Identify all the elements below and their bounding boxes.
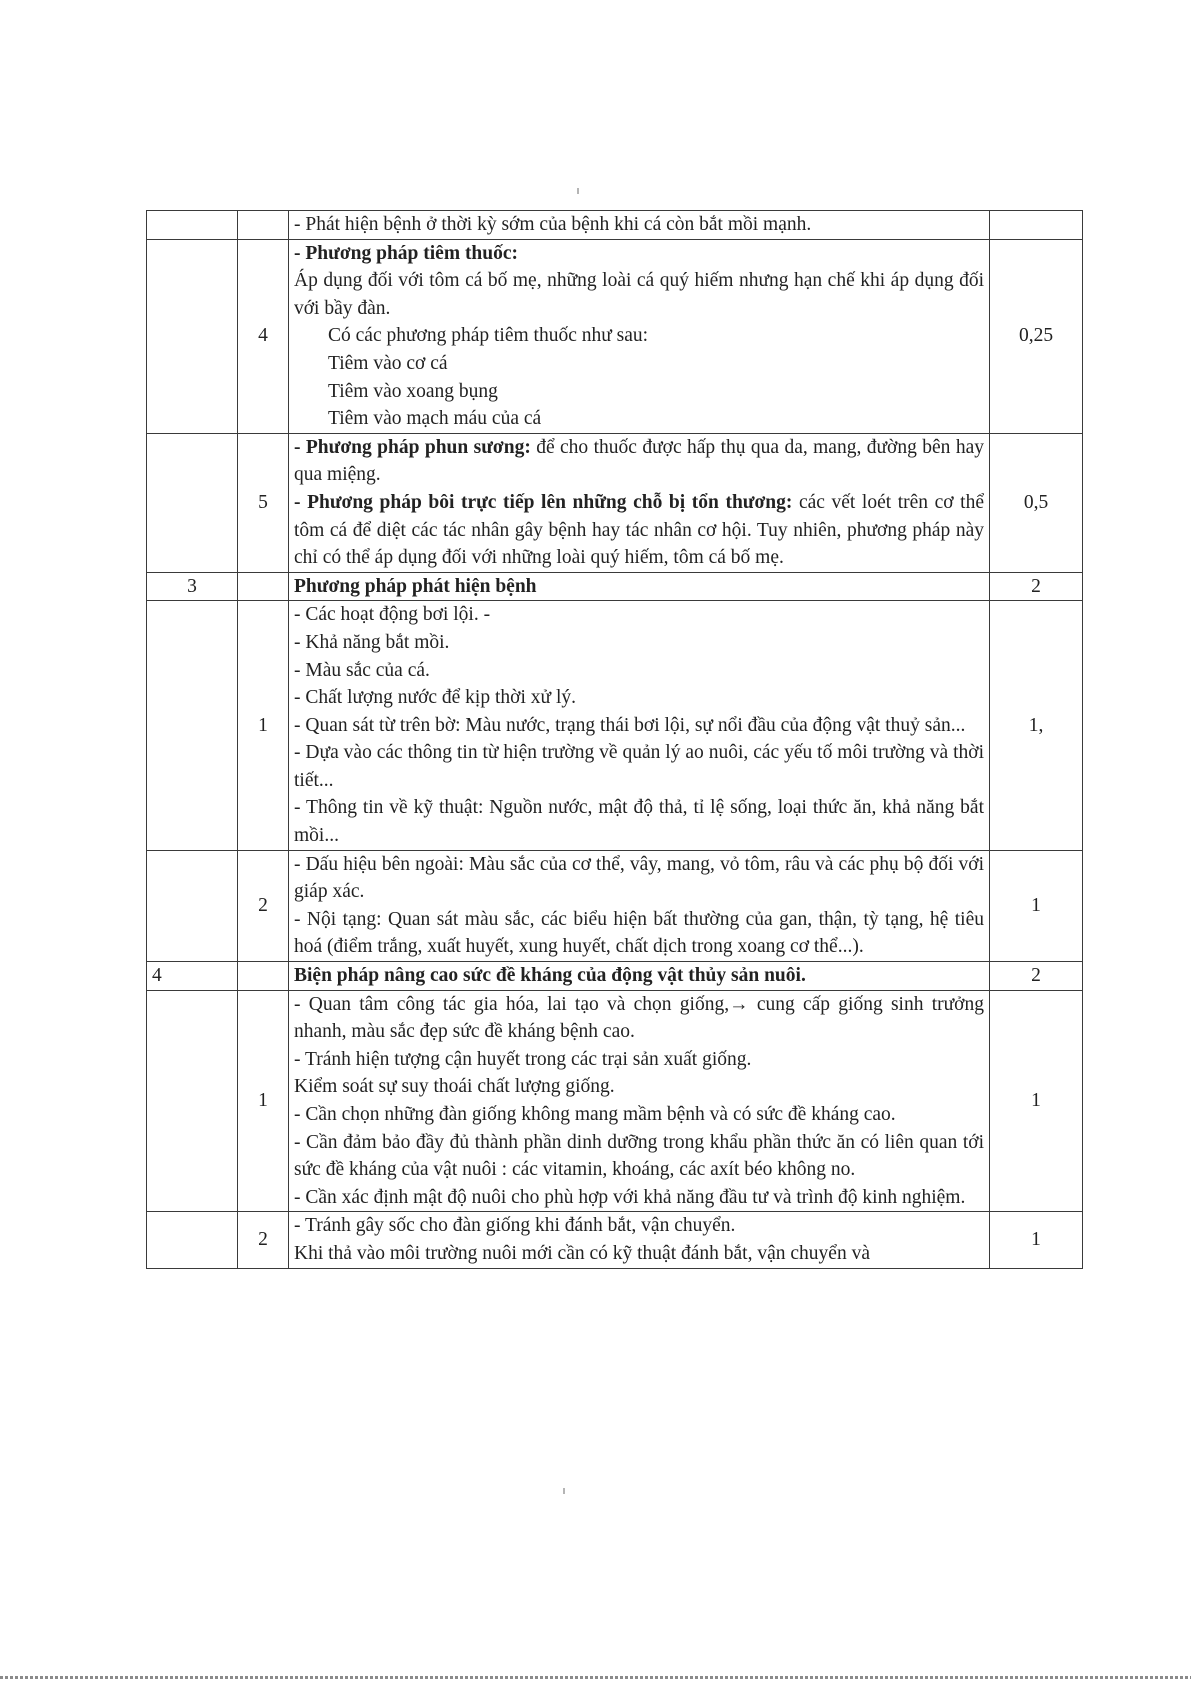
content-line: - Chất lượng nước để kịp thời xử lý. xyxy=(294,687,576,709)
method-text: các vết loét trên cơ thể tôm cá để diệt các tác nhân gây bệnh hay tác nhân cơ hội. Tuy nhiên, phương pháp này chỉ có thể áp dụng đối với những loài quý hiếm, tôm cá bố mẹ. xyxy=(294,491,984,569)
scan-speck xyxy=(577,188,579,194)
sub-item-cell: 1 xyxy=(238,990,289,1212)
content-line: - Cần chọn những đàn giống không mang mầm bệnh và có sức đề kháng cao. xyxy=(294,1104,896,1125)
content-line: Kiểm soát sự suy thoái chất lượng giống. xyxy=(294,1076,615,1098)
answer-key-table xyxy=(146,210,1083,1269)
method-text: để cho thuốc được hấp thụ qua da, mang, đường bên hay qua miệng. xyxy=(294,436,984,486)
content-line: - Tránh hiện tượng cận huyết trong các trại sản xuất giống. xyxy=(294,1048,752,1070)
table-row xyxy=(147,850,1083,961)
content-line: Tiêm vào cơ cá xyxy=(328,352,448,374)
content-cell xyxy=(289,601,990,850)
content-cell xyxy=(289,239,990,433)
question-cell xyxy=(147,239,238,433)
content-line: Có các phương pháp tiêm thuốc như sau: xyxy=(328,325,649,347)
question-cell xyxy=(147,433,238,572)
content-line: - Khả năng bắt mồi. xyxy=(294,631,450,653)
content-line: - Cần đảm bảo đầy đủ thành phần dinh dưỡng trong khẩu phần thức ăn có liên quan tới sức đề kháng của vật nuôi : các vitamin, khoáng, các axít béo không no. xyxy=(294,1131,984,1181)
content-paragraph xyxy=(294,489,984,572)
table-row xyxy=(147,601,1083,850)
score-cell: 1 xyxy=(990,1212,1083,1268)
content-line: - Phát hiện bệnh ở thời kỳ sớm của bệnh khi cá còn bắt mồi mạnh. xyxy=(294,214,812,235)
question-heading: Phương pháp phát hiện bệnh xyxy=(289,572,990,601)
question-heading: Biện pháp nâng cao sức đề kháng của động vật thủy sản nuôi. xyxy=(289,962,990,991)
method-heading: - Phương pháp phun sương: xyxy=(294,436,531,458)
question-cell xyxy=(147,211,238,240)
content-line: - Dấu hiệu bên ngoài: Màu sắc của cơ thể, vây, mang, vỏ tôm, râu và các phụ bộ đối với giáp xác. xyxy=(294,853,984,903)
content-line: Khi thả vào môi trường nuôi mới cần có kỹ thuật đánh bắt, vận chuyển và xyxy=(294,1242,870,1264)
content-line: - Quan sát từ trên bờ: Màu nước, trạng thái bơi lội, sự nổi đầu của động vật thuỷ sản... xyxy=(294,714,966,736)
scan-edge-rule xyxy=(0,1676,1191,1679)
sub-item-cell: 2 xyxy=(238,1212,289,1268)
content-cell xyxy=(289,850,990,961)
content-line: - Tránh gây sốc cho đàn giống khi đánh bắt, vận chuyển. xyxy=(294,1215,736,1237)
question-cell xyxy=(147,1212,238,1268)
table-row xyxy=(147,990,1083,1212)
score-cell: 2 xyxy=(990,572,1083,601)
content-line: Tiêm vào mạch máu của cá xyxy=(328,408,542,430)
content-line: Áp dụng đối với tôm cá bố mẹ, những loài cá quý hiếm nhưng hạn chế khi áp dụng đối với bầy đàn. xyxy=(294,270,984,319)
table-row xyxy=(147,572,1083,601)
table-row xyxy=(147,962,1083,991)
content-line: - Dựa vào các thông tin từ hiện trường về quản lý ao nuôi, các yếu tố môi trường và thời tiết... xyxy=(294,742,984,791)
sub-item-cell: 5 xyxy=(238,433,289,572)
content-paragraph xyxy=(294,434,984,489)
content-line: - Các hoạt động bơi lội. - xyxy=(294,604,491,626)
question-cell xyxy=(147,850,238,961)
sub-item-cell xyxy=(238,962,289,991)
table-row xyxy=(147,433,1083,572)
content-line: Tiêm vào xoang bụng xyxy=(328,380,498,402)
table-row xyxy=(147,211,1083,240)
content-line: - Thông tin về kỹ thuật: Nguồn nước, mật độ thả, tỉ lệ sống, loại thức ăn, khả năng bắt mồi... xyxy=(294,797,984,847)
content-line: - Màu sắc của cá. xyxy=(294,659,430,681)
content-line: - Nội tạng: Quan sát màu sắc, các biểu hiện bất thường của gan, thận, tỳ tạng, hệ tiêu hoá (điểm trắng, xuất huyết, xung huyết, chất dịch trong xoang cơ thể...). xyxy=(294,908,984,958)
score-cell: 0,25 xyxy=(990,239,1083,433)
question-cell xyxy=(147,601,238,850)
content-cell xyxy=(289,1212,990,1268)
score-cell: 1, xyxy=(990,601,1083,850)
score-cell: 2 xyxy=(990,962,1083,991)
content-cell xyxy=(289,433,990,572)
score-cell: 1 xyxy=(990,850,1083,961)
score-cell xyxy=(990,211,1083,240)
score-cell: 1 xyxy=(990,990,1083,1212)
sub-item-cell: 1 xyxy=(238,601,289,850)
content-line: - Quan tâm công tác gia hóa, lai tạo và chọn giống,→ cung cấp giống sinh trưởng nhanh, màu sắc đẹp sức đề kháng bệnh cao. xyxy=(294,993,984,1043)
content-cell xyxy=(289,211,990,240)
sub-item-cell xyxy=(238,211,289,240)
table-row xyxy=(147,239,1083,433)
method-heading: - Phương pháp tiêm thuốc: xyxy=(294,242,519,264)
question-cell: 3 xyxy=(147,572,238,601)
question-cell: 4 xyxy=(147,962,238,991)
scan-speck xyxy=(563,1488,565,1494)
sub-item-cell: 2 xyxy=(238,850,289,961)
sub-item-cell: 4 xyxy=(238,239,289,433)
question-cell xyxy=(147,990,238,1212)
table-row xyxy=(147,1212,1083,1268)
method-heading: - Phương pháp bôi trực tiếp lên những chỗ bị tổn thương: xyxy=(294,491,793,513)
score-cell: 0,5 xyxy=(990,433,1083,572)
sub-item-cell xyxy=(238,572,289,601)
content-cell xyxy=(289,990,990,1212)
content-line: - Cần xác định mật độ nuôi cho phù hợp với khả năng đầu tư và trình độ kinh nghiệm. xyxy=(294,1186,966,1208)
